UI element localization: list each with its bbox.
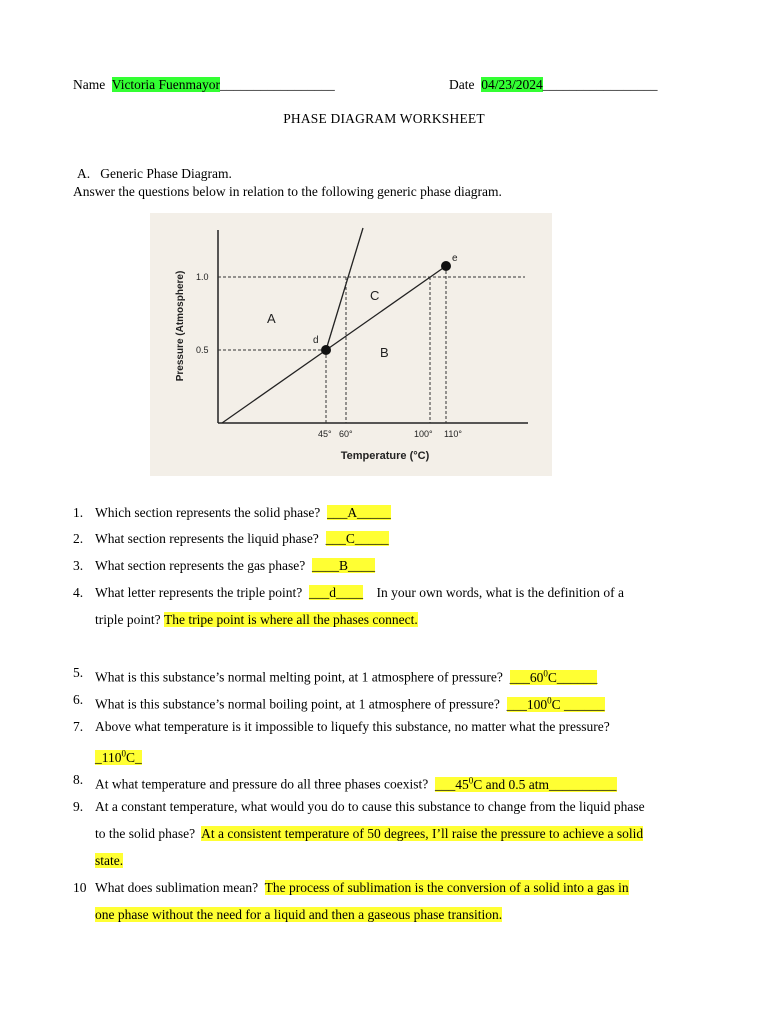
answer: At a consistent temperature of 50 degrees, I’ll raise the pressure to achieve a solid xyxy=(201,826,644,841)
question-8 xyxy=(95,771,617,794)
answer: state. xyxy=(95,853,124,868)
answer-unit: C______ xyxy=(547,669,598,685)
x-tick-label: 45° xyxy=(318,429,332,439)
phase-diagram xyxy=(150,213,552,476)
question-text: triple point? xyxy=(95,612,161,627)
date-label: Date xyxy=(449,77,475,92)
date-field xyxy=(449,76,658,94)
question-9-line-2 xyxy=(95,825,643,843)
vaporization-curve xyxy=(222,266,446,423)
region-label-a: A xyxy=(267,311,276,326)
degree-sup: 0 xyxy=(547,695,552,705)
question-text: What is this substance’s normal boiling point, at 1 atmosphere of pressure? xyxy=(95,696,500,712)
region-label-c: C xyxy=(370,288,380,303)
question-text: At a constant temperature, what would you do to cause this substance to change from the liquid phase xyxy=(95,799,645,814)
answer-value: _110 xyxy=(95,749,122,765)
question-7-line-2 xyxy=(95,744,142,767)
question-text: What section represents the liquid phase? xyxy=(95,531,319,546)
point-label-e: e xyxy=(452,253,458,264)
question-4-line-2 xyxy=(95,611,418,629)
y-tick-label: 0.5 xyxy=(196,345,209,355)
answer: ___A_____ xyxy=(327,505,391,520)
question-text: What section represents the gas phase? xyxy=(95,558,306,573)
question-number: 8. xyxy=(73,772,84,787)
answer-value: ___100 xyxy=(506,696,548,712)
answer: The process of sublimation is the conversion of a solid into a gas in xyxy=(264,880,629,895)
answer xyxy=(435,777,617,792)
question-9 xyxy=(95,798,645,816)
question-text: Which section represents the solid phase? xyxy=(95,505,321,520)
section-heading: Generic Phase Diagram. xyxy=(100,166,232,181)
degree-sup: 0 xyxy=(121,748,126,758)
name-underline: _________________ xyxy=(220,77,335,92)
answer-unit: C ______ xyxy=(551,696,605,712)
question-6 xyxy=(95,691,605,714)
question-number: 2. xyxy=(73,531,84,546)
answer xyxy=(510,670,598,685)
question-text: Above what temperature is it impossible to liquefy this substance, no matter what the pressure? xyxy=(95,719,610,734)
x-tick-label: 60° xyxy=(339,429,353,439)
question-text: What is this substance’s normal melting point, at 1 atmosphere of pressure? xyxy=(95,669,503,685)
fusion-curve xyxy=(326,228,363,350)
question-1 xyxy=(95,504,391,522)
question-text: At what temperature and pressure do all three phases coexist? xyxy=(95,776,429,792)
date-underline: _________________ xyxy=(542,77,658,92)
answer-value: ___60 xyxy=(509,669,544,685)
question-text: What does sublimation mean? xyxy=(95,880,259,895)
section-label: A. xyxy=(77,166,91,181)
question-10 xyxy=(95,879,629,897)
x-axis-title: Temperature (°C) xyxy=(340,450,430,462)
question-number: 5. xyxy=(73,665,84,680)
question-2 xyxy=(95,530,389,548)
question-text: to the solid phase? xyxy=(95,826,196,841)
name-label: Name xyxy=(73,77,106,92)
degree-sup: 0 xyxy=(468,775,474,785)
question-10-line-2 xyxy=(95,906,502,924)
question-number: 3. xyxy=(73,558,84,573)
question-number: 7. xyxy=(73,719,84,734)
x-tick-label: 100° xyxy=(414,429,433,439)
answer-unit: C_ xyxy=(126,749,142,765)
section-instructions: Answer the questions below in relation to the following generic phase diagram. xyxy=(73,184,502,199)
page-title: PHASE DIAGRAM WORKSHEET xyxy=(283,111,485,126)
question-number: 10 xyxy=(73,880,87,895)
region-label-b: B xyxy=(380,345,389,360)
question-text: What letter represents the triple point? xyxy=(95,585,303,600)
critical-point-marker xyxy=(441,261,451,271)
question-number: 9. xyxy=(73,799,84,814)
name-field xyxy=(73,76,335,94)
phase-diagram-figure xyxy=(150,213,552,476)
answer xyxy=(95,750,142,765)
question-number: 1. xyxy=(73,505,84,520)
answer: ___d____ xyxy=(309,585,364,600)
y-axis-title: Pressure (Atmosphere) xyxy=(175,270,186,382)
answer-unit: C and 0.5 atm__________ xyxy=(473,776,617,792)
name-value: Victoria Fuenmayor xyxy=(111,77,221,92)
y-tick-label: 1.0 xyxy=(196,272,209,282)
question-4 xyxy=(95,584,624,602)
question-number: 6. xyxy=(73,692,84,707)
question-7 xyxy=(95,718,610,736)
answer xyxy=(507,697,605,712)
question-3 xyxy=(95,557,375,575)
section-a-heading xyxy=(77,165,232,183)
question-9-line-3 xyxy=(95,852,123,870)
question-number: 4. xyxy=(73,585,84,600)
date-value: 04/23/2024 xyxy=(481,77,543,92)
answer: The tripe point is where all the phases connect. xyxy=(163,612,418,627)
answer-value: ___45 xyxy=(435,776,469,792)
x-tick-label: 110° xyxy=(444,429,462,439)
question-5 xyxy=(95,664,597,687)
degree-sup: 0 xyxy=(543,668,548,678)
triple-point-marker xyxy=(321,345,331,355)
point-label-d: d xyxy=(313,335,319,346)
answer: one phase without the need for a liquid and then a gaseous phase transition. xyxy=(95,907,503,922)
answer: ____B____ xyxy=(312,558,376,573)
answer: ___C_____ xyxy=(325,531,389,546)
question-text-continued: In your own words, what is the definition of a xyxy=(376,585,625,600)
